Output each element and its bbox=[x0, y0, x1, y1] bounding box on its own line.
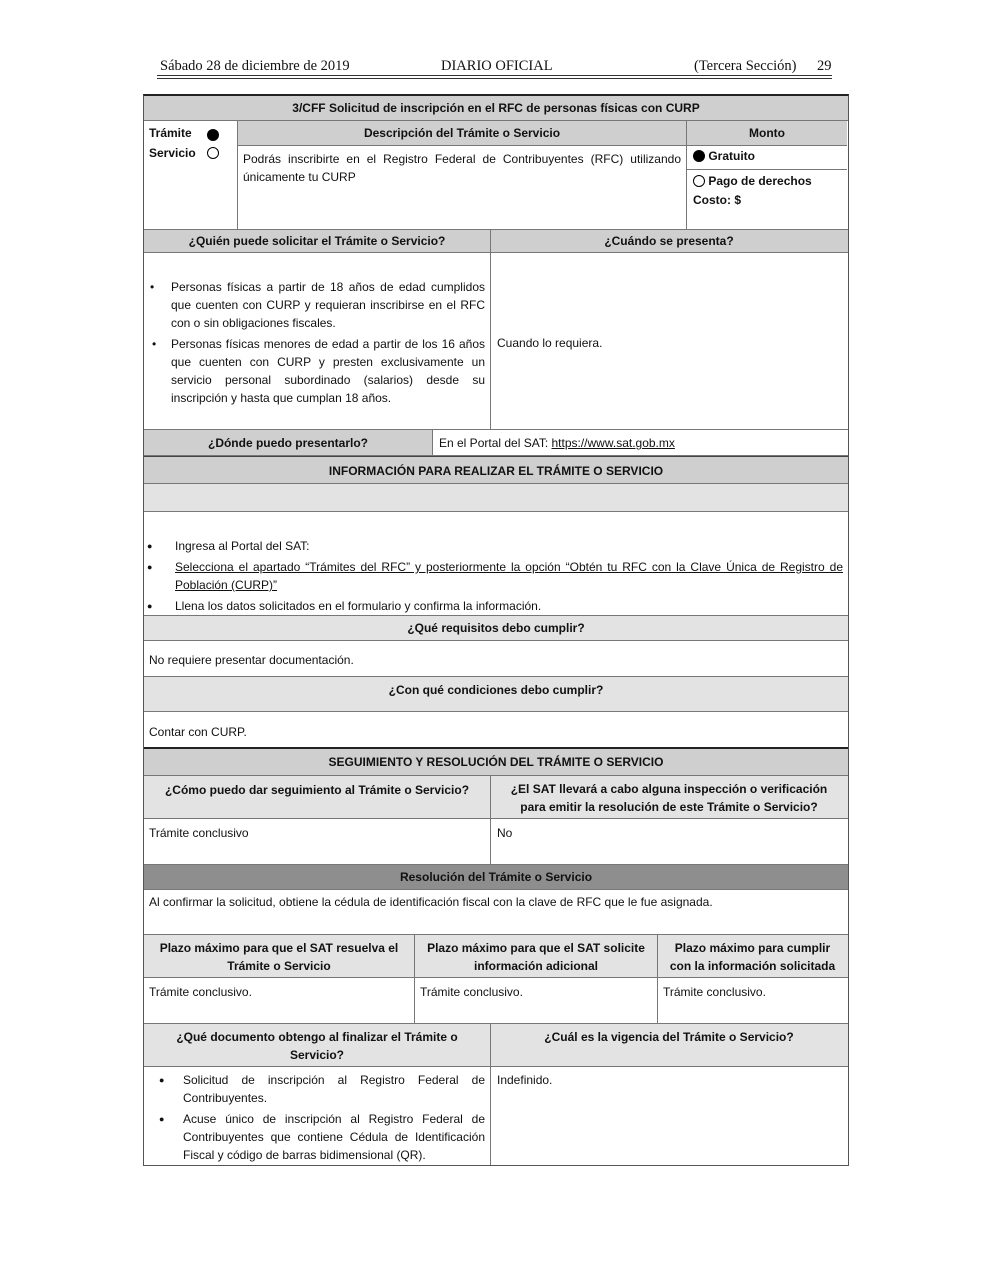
descripcion-text: Podrás inscribirte en el Registro Federal de Contribuyentes (RFC) utilizando únicamente tu CURP bbox=[243, 152, 681, 184]
resolucion-text: Al confirmar la solicitud, obtiene la cédula de identificación fiscal con la clave de RFC que le fue asignada. bbox=[144, 890, 848, 935]
costo-label: Costo: $ bbox=[693, 193, 741, 207]
tramite-radio-filled-icon bbox=[207, 129, 219, 141]
header-rule bbox=[157, 75, 832, 76]
tipo-cell bbox=[144, 121, 237, 229]
list-item: • Personas físicas menores de edad a partir de los 16 años que cuenten con CURP y presten exclusivamente un servicio personal subordinado (salarios) desde su inscripción y hasta que cumplan 18 años. bbox=[152, 337, 485, 405]
list-item: ● Selecciona el apartado “Trámites del RFC” y posteriormente la opción “Obtén tu RFC con la Clave Única de Registro de Población (CURP)” bbox=[147, 560, 843, 592]
header-date: Sábado 28 de diciembre de 2019 bbox=[160, 58, 350, 74]
list-item: ● Llena los datos solicitados en el formulario y confirma la información. bbox=[147, 599, 542, 613]
documento-cell bbox=[144, 1067, 490, 1165]
seguimiento-subheader-row bbox=[144, 776, 848, 819]
plazo-resuelva-text: Trámite conclusivo. bbox=[149, 985, 252, 999]
donde-prefix: En el Portal del SAT: bbox=[439, 436, 552, 450]
quien-list bbox=[149, 278, 485, 407]
gratuito-label: Gratuito bbox=[708, 149, 756, 163]
condiciones-text: Contar con CURP. bbox=[144, 712, 848, 749]
list-item: • Personas físicas a partir de 18 años de edad cumplidos que cuenten con CURP y requieran inscribirse en el RFC con o sin obligaciones fiscales. bbox=[150, 280, 485, 330]
plazo-resuelva-header: Plazo máximo para que el SAT resuelva el Trámite o Servicio bbox=[159, 941, 399, 973]
quien-cell bbox=[144, 253, 490, 429]
vigencia-text: Indefinido. bbox=[490, 1067, 847, 1165]
plazo-solicite-header: Plazo máximo para que el SAT solicite información adicional bbox=[414, 935, 657, 977]
cuando-text: Cuando lo requiera. bbox=[490, 253, 847, 429]
inspeccion-text: No bbox=[490, 819, 847, 864]
tipo-descripcion-monto-row bbox=[144, 121, 848, 230]
seguimiento-header: SEGUIMIENTO Y RESOLUCIÓN DEL TRÁMITE O SERVICIO bbox=[144, 749, 848, 776]
documento-vigencia-row bbox=[144, 1067, 848, 1165]
donde-cell bbox=[432, 430, 847, 455]
header-journal: DIARIO OFICIAL bbox=[441, 58, 553, 74]
cuando-header: ¿Cuándo se presenta? bbox=[490, 230, 847, 252]
plazos-row bbox=[144, 978, 848, 1024]
plazo-cumplir-text: Trámite conclusivo. bbox=[657, 978, 847, 1023]
info-blank-row bbox=[144, 484, 848, 512]
header-page-number: 29 bbox=[817, 58, 832, 74]
inspeccion-header: ¿El SAT llevará a cabo alguna inspección o verificación para emitir la resolución de este Trámite o Servicio? bbox=[490, 776, 847, 818]
list-item: ● Acuse único de inscripción al Registro Federal de Contribuyentes que contiene Cédula de Identificación Fiscal y código de barras bidimensional (QR). bbox=[159, 1112, 485, 1162]
header-section: (Tercera Sección) bbox=[694, 58, 797, 74]
como-text: Trámite conclusivo bbox=[149, 826, 249, 840]
donde-header: ¿Dónde puedo presentarlo? bbox=[144, 430, 432, 455]
quien-cuando-row bbox=[144, 253, 848, 430]
page-header bbox=[160, 56, 832, 76]
como-header: ¿Cómo puedo dar seguimiento al Trámite o Servicio? bbox=[164, 783, 470, 797]
info-steps-list bbox=[149, 537, 843, 615]
gratuito-radio-filled-icon bbox=[693, 150, 705, 162]
sat-portal-link[interactable]: https://www.sat.gob.mx bbox=[551, 436, 675, 450]
vigencia-header: ¿Cuál es la vigencia del Trámite o Servicio? bbox=[490, 1024, 847, 1066]
pago-derechos-label: Pago de derechos bbox=[708, 174, 812, 188]
servicio-label: Servicio bbox=[149, 146, 196, 160]
plazo-cumplir-header: Plazo máximo para cumplir con la información solicitada bbox=[657, 935, 847, 977]
form-title: 3/CFF Solicitud de inscripción en el RFC de personas físicas con CURP bbox=[144, 96, 848, 121]
descripcion-cell bbox=[237, 121, 686, 229]
list-item: ● Solicitud de inscripción al Registro Federal de Contribuyentes. bbox=[159, 1073, 485, 1105]
quien-header: ¿Quién puede solicitar el Trámite o Servicio? bbox=[188, 234, 446, 248]
documento-vigencia-header-row bbox=[144, 1024, 848, 1067]
requisitos-header: ¿Qué requisitos debo cumplir? bbox=[144, 616, 848, 641]
resolucion-header: Resolución del Trámite o Servicio bbox=[144, 865, 848, 890]
quien-cuando-header-row bbox=[144, 230, 848, 253]
condiciones-header: ¿Con qué condiciones debo cumplir? bbox=[144, 677, 848, 712]
seguimiento-row bbox=[144, 819, 848, 865]
donde-row bbox=[144, 430, 848, 456]
requisitos-text: No requiere presentar documentación. bbox=[144, 641, 848, 677]
header-rule bbox=[157, 78, 832, 79]
form-table bbox=[143, 94, 849, 1166]
plazo-solicite-text: Trámite conclusivo. bbox=[414, 978, 657, 1023]
monto-cell bbox=[686, 121, 847, 229]
servicio-radio-empty-icon bbox=[207, 147, 219, 159]
info-steps-row bbox=[144, 512, 848, 616]
list-item: ● Ingresa al Portal del SAT: bbox=[147, 539, 310, 553]
documento-list bbox=[157, 1071, 485, 1164]
monto-header: Monto bbox=[687, 121, 847, 146]
pago-radio-empty-icon bbox=[693, 175, 705, 187]
documento-header: ¿Qué documento obtengo al finalizar el Trámite o Servicio? bbox=[176, 1030, 458, 1062]
descripcion-header: Descripción del Trámite o Servicio bbox=[238, 121, 686, 146]
plazos-header-row bbox=[144, 935, 848, 978]
tramite-label: Trámite bbox=[149, 126, 192, 140]
info-header: INFORMACIÓN PARA REALIZAR EL TRÁMITE O SERVICIO bbox=[144, 456, 848, 484]
